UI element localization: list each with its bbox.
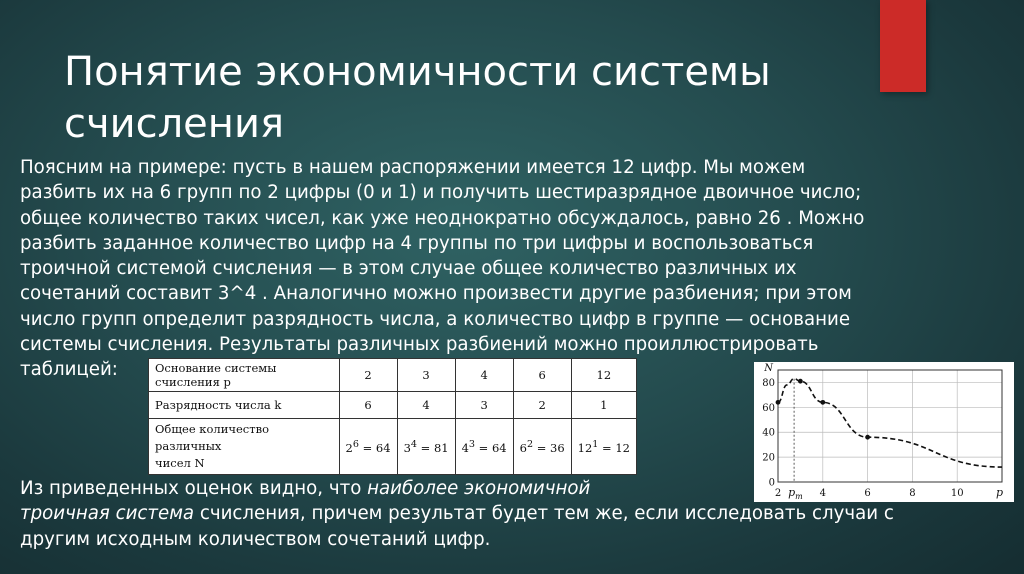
chart-frame: [778, 370, 1002, 482]
pm-label-main: p: [788, 486, 796, 499]
explanation-text: [20, 155, 980, 383]
table-cell: [339, 419, 397, 475]
table-cell: [397, 419, 455, 475]
power-result: = 12: [598, 440, 630, 455]
table-row: [149, 392, 637, 419]
table-cell: 4: [397, 392, 455, 419]
power-exponent: 3: [468, 438, 476, 450]
table-cell: 3: [397, 359, 455, 392]
table-cell: 2: [339, 359, 397, 392]
chart-point: [820, 400, 825, 405]
body-line: таблицей:: [20, 359, 118, 381]
pm-label-sub: m: [795, 492, 803, 501]
y-tick-label: 80: [762, 377, 775, 389]
table-row: [149, 419, 637, 475]
table-row-label-line: чисел N: [155, 456, 205, 470]
accent-bar: [880, 0, 926, 92]
table-cell: 6: [513, 359, 571, 392]
chart-point: [776, 400, 781, 405]
power-result: = 36: [533, 440, 565, 455]
body-line: сочетаний составит 3^4 . Аналогично можно произвести другие разбиения; при этом: [20, 283, 852, 305]
power-result: = 81: [417, 440, 449, 455]
table-cell: [513, 419, 571, 475]
table-cell: 6: [339, 392, 397, 419]
table-row-label: Основание системы счисления p: [149, 359, 340, 392]
x-tick-label: 8: [909, 488, 916, 499]
power-base: 3: [403, 440, 411, 455]
power-result: = 64: [358, 440, 391, 455]
slide-title: [64, 46, 844, 150]
y-tick-label: 20: [762, 452, 775, 464]
body-line: троичной системой счисления — в этом случае общее количество различных их: [20, 258, 797, 280]
body-line: системы счисления. Результаты различных разбиений можно проиллюстрировать: [20, 334, 819, 356]
body-line: разбить их на 6 групп по 2 цифры (0 и 1) и получить шестиразрядное двоичное число;: [20, 182, 862, 204]
x-tick-label: 4: [819, 488, 826, 499]
slide-title-line1: Понятие экономичности системы: [64, 49, 771, 95]
power-exponent: 1: [592, 438, 599, 450]
x-tick-label: 2: [774, 488, 782, 499]
chart-series-line: [778, 379, 1002, 467]
table-cell: [455, 419, 513, 475]
table-cell: [571, 419, 636, 475]
chart-point: [798, 379, 803, 384]
power-base: 4: [461, 440, 469, 455]
base-comparison-table: [148, 358, 637, 475]
table-cell: 2: [513, 392, 571, 419]
body-line: разбить заданное количество цифр на 4 группы по три цифры и воспользоваться: [20, 232, 814, 254]
conclusion-plain: счисления, причем результат будет тем же, если исследовать случаи с: [194, 503, 894, 525]
body-line: Поясним на примере: пусть в нашем распоряжении имеется 12 цифр. Мы можем: [20, 157, 806, 178]
power-exponent: 2: [526, 438, 534, 450]
conclusion-line: другим исходным количеством сочетаний цифр.: [20, 528, 491, 550]
chart-y-ticks: [762, 378, 775, 489]
y-tick-label: 0: [768, 477, 775, 489]
body-line: число групп определит разрядность числа, а количество цифр в группе — основание: [20, 308, 851, 330]
chart-point: [865, 435, 870, 440]
x-axis-label: p: [996, 486, 1004, 499]
conclusion-line: [20, 476, 1000, 501]
power-base: 6: [519, 440, 527, 455]
table-row-label-line: Общее количество различных: [155, 422, 270, 453]
table-cell: 1: [571, 392, 636, 419]
table-row-label: Разрядность числа k: [149, 392, 340, 419]
table-cell: 4: [455, 359, 513, 392]
body-line: общее количество таких чисел, как уже неоднократно обсуждалось, равно 26 . Можно: [20, 207, 865, 229]
x-tick-label: 6: [864, 488, 871, 499]
table-row: [149, 359, 637, 392]
power-base: 2: [345, 440, 353, 455]
power-exponent: 6: [352, 438, 359, 450]
conclusion-plain: Из приведенных оценок видно, что: [20, 478, 368, 499]
table-row-label: [149, 419, 340, 475]
table-cell: 3: [455, 392, 513, 419]
conclusion-text: [20, 476, 1000, 552]
y-tick-label: 40: [762, 427, 775, 439]
conclusion-line: [20, 501, 1000, 526]
chart-grid: [778, 370, 1002, 482]
conclusion-emphasis: наиболее экономичной: [367, 478, 591, 499]
conclusion-emphasis: троичная система: [20, 503, 195, 525]
power-result: = 64: [475, 440, 507, 455]
power-base: 12: [577, 440, 593, 455]
power-exponent: 4: [410, 438, 417, 450]
y-tick-label: 60: [762, 402, 775, 414]
table-cell: 12: [571, 359, 636, 392]
slide-title-line2: счисления: [64, 101, 284, 147]
y-axis-label: N: [764, 363, 773, 374]
x-tick-label: 10: [950, 488, 964, 499]
